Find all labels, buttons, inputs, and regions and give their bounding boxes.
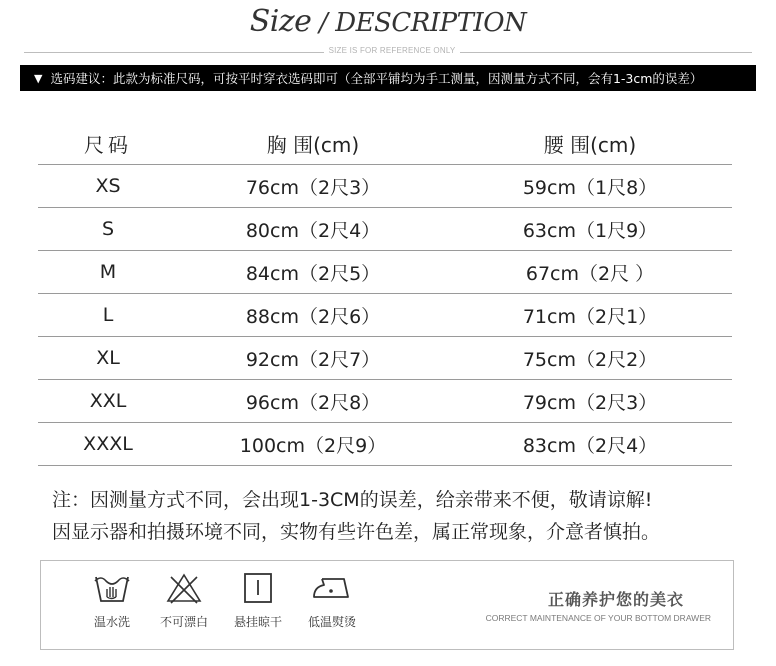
cell-waist: 83cm（2尺4） — [522, 434, 658, 457]
care-label: 不可漂白 — [159, 615, 208, 629]
cell-chest: 76cm（2尺3） — [245, 176, 381, 199]
cell-size: M — [99, 261, 117, 283]
banner-text: 选码建议：此款为标准尺码，可按平时穿衣选码即可（全部平铺均为手工测量，因测量方式不同，会有1-3cm的误差） — [50, 71, 703, 86]
cell-size: XXL — [89, 390, 127, 412]
title-description: DESCRIPTION — [335, 8, 527, 38]
cell-size: XXXL — [83, 433, 133, 455]
table-row — [38, 380, 732, 423]
table-row — [38, 337, 732, 380]
cell-chest: 84cm（2尺5） — [245, 262, 381, 285]
cell-size: XL — [96, 347, 120, 369]
cell-waist: 75cm（2尺2） — [522, 348, 658, 371]
title-size: Size — [249, 4, 312, 39]
disclaimer-notes — [52, 484, 752, 548]
care-item-warm-wash — [77, 571, 147, 630]
cell-chest: 88cm（2尺6） — [245, 305, 381, 328]
care-instructions-panel — [40, 560, 734, 650]
cell-size: XS — [95, 175, 121, 197]
size-table — [38, 122, 732, 466]
table-row — [38, 294, 732, 337]
cell-waist: 67cm（2尺 ） — [525, 262, 655, 285]
cell-size: L — [102, 304, 114, 326]
low-iron-icon — [310, 571, 354, 605]
table-row — [38, 423, 732, 466]
divider-right — [460, 52, 752, 53]
note-line-color: 因显示器和拍摄环境不同，实物有些许色差，属正常现象，介意者慎拍。 — [52, 521, 661, 543]
no-bleach-icon — [164, 571, 204, 605]
cell-chest: 92cm（2尺7） — [245, 348, 381, 371]
warm-wash-icon — [92, 571, 132, 605]
title-separator: / — [311, 8, 336, 38]
table-row — [38, 165, 732, 208]
hang-dry-icon — [238, 571, 278, 605]
care-subtitle: CORRECT MAINTENANCE OF YOUR BOTTOM DRAWER — [485, 613, 711, 623]
cell-waist: 71cm（2尺1） — [522, 305, 658, 328]
header-waist: 腰 围(cm) — [543, 132, 637, 157]
care-item-low-iron — [297, 571, 367, 630]
cell-chest: 96cm（2尺8） — [245, 391, 381, 414]
subtitle: SIZE IS FOR REFERENCE ONLY — [328, 46, 456, 55]
triangle-down-icon: ▼ — [34, 71, 43, 85]
cell-chest: 80cm（2尺4） — [245, 219, 381, 242]
header-size: 尺码 — [84, 132, 132, 157]
cell-waist: 59cm（1尺8） — [522, 176, 658, 199]
cell-chest: 100cm（2尺9） — [239, 434, 387, 457]
header-chest: 胸 围(cm) — [266, 132, 360, 157]
table-header — [38, 122, 732, 165]
care-label: 低温熨烫 — [307, 615, 356, 629]
care-item-hang-dry — [223, 571, 293, 630]
care-item-no-bleach — [149, 571, 219, 630]
cell-waist: 63cm（1尺9） — [522, 219, 658, 242]
table-row — [38, 251, 732, 294]
divider-left — [24, 52, 324, 53]
note-line-measurement: 注：因测量方式不同，会出现1-3CM的误差，给亲带来不便，敬请谅解! — [52, 489, 653, 511]
page-title — [0, 4, 776, 39]
care-title: 正确养护您的美衣 — [547, 590, 684, 609]
size-advice-banner — [20, 65, 756, 91]
care-label: 悬挂晾干 — [233, 615, 282, 629]
care-label: 温水洗 — [93, 615, 130, 629]
table-row — [38, 208, 732, 251]
cell-waist: 79cm（2尺3） — [522, 391, 658, 414]
cell-size: S — [101, 218, 115, 240]
